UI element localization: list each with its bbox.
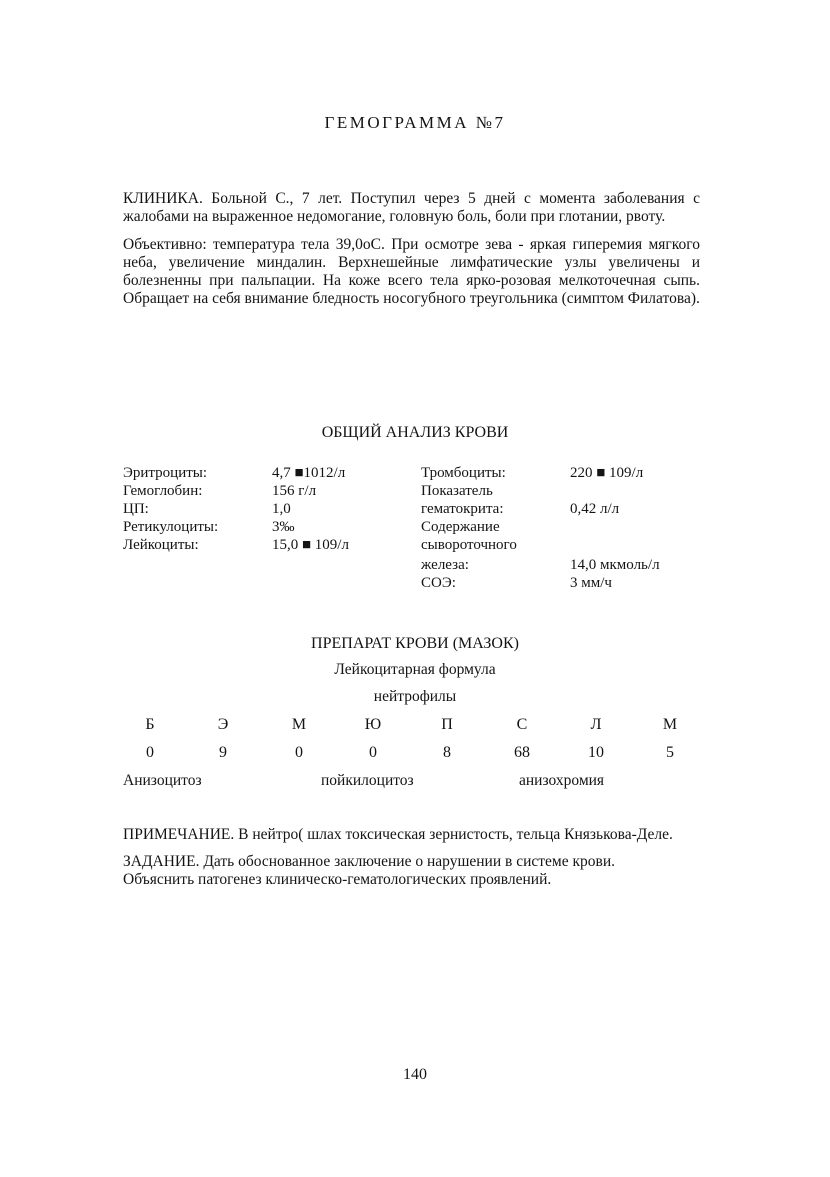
header-segmented: С (516, 716, 528, 733)
color-index-label: ЦП: (123, 501, 149, 517)
task-line-1: ЗАДАНИЕ. Дать обоснованное заключение о нарушении в системе крови. (123, 853, 616, 870)
value-basophils: 0 (146, 744, 154, 761)
value-myelocytes: 0 (295, 744, 303, 761)
hemoglobin-value: 156 г/л (272, 483, 317, 499)
value-segmented: 68 (514, 744, 530, 761)
header-band: П (441, 716, 453, 733)
task-line-2: Объяснить патогенез клиническо-гематологических проявлений. (123, 871, 552, 888)
page-title: ГЕМОГРАММА №7 (324, 113, 506, 132)
esr-label: СОЭ: (421, 575, 456, 591)
clinic-paragraph: КЛИНИКА. Больной С., 7 лет. Поступил через 5 дней с момента заболевания с жалобами на выраженное недомогание, головную боль, боли при глотании, рвоту. (123, 190, 700, 225)
smear-title: ПРЕПАРАТ КРОВИ (МАЗОК) (311, 635, 519, 652)
serum-iron-label-line2: сывороточного (421, 537, 517, 553)
serum-iron-label-line1: Содержание (421, 519, 500, 535)
leukocytes-label: Лейкоциты: (123, 537, 199, 553)
header-eosinophils: Э (217, 716, 229, 733)
value-eosinophils: 9 (219, 744, 227, 761)
anisochromia: анизохромия (519, 772, 605, 789)
hematocrit-value: 0,42 л/л (570, 501, 620, 517)
esr-value: 3 мм/ч (570, 575, 612, 591)
leukocytes-value: 15,0 ■ 109/л (272, 537, 349, 553)
value-band: 8 (443, 744, 451, 761)
rbc-value: 4,7 ■1012/л (272, 465, 346, 481)
platelets-label: Тромбоциты: (421, 465, 506, 481)
blood-analysis-title: ОБЩИЙ АНАЛИЗ КРОВИ (321, 424, 509, 441)
value-monocytes: 5 (666, 744, 674, 761)
objective-paragraph: Объективно: температура тела 39,0оС. При осмотре зева - яркая гиперемия мягкого неба, увеличение миндалин. Верхнешейные лимфатические узлы увеличены и болезненны при пальпации. На коже всего тела ярко-розовая мелкоточечная сыпь. Обращает на себя внимание бледность носогубного треугольника (симптом Филатова). (123, 236, 700, 307)
poikilocytosis: пойкилоцитоз (321, 772, 414, 789)
header-monocytes: М (662, 716, 678, 733)
hematocrit-label-line1: Показатель (421, 483, 493, 499)
color-index-value: 1,0 (272, 501, 291, 517)
value-lymphocytes: 10 (588, 744, 604, 761)
platelets-value: 220 ■ 109/л (570, 465, 644, 481)
reticulocytes-label: Ретикулоциты: (123, 519, 219, 535)
hemoglobin-label: Гемоглобин: (123, 483, 203, 499)
serum-iron-value: 14,0 мкмоль/л (570, 557, 660, 573)
rbc-label: Эритроциты: (123, 465, 208, 481)
serum-iron-label-line3: железа: (421, 557, 469, 573)
reticulocytes-value: 3‰ (272, 519, 295, 535)
header-myelocytes: М (291, 716, 307, 733)
neutrophils-label: нейтрофилы (373, 688, 457, 705)
hematocrit-label-line2: гематокрита: (421, 501, 504, 517)
header-lymphocytes: Л (590, 716, 602, 733)
anisocytosis: Анизоцитоз (123, 772, 202, 789)
note: ПРИМЕЧАНИЕ. В нейтро( шлах токсическая зернистость, тельца Князькова-Деле. (123, 826, 673, 843)
header-metamyelocytes: Ю (364, 716, 382, 733)
leukocyte-formula-title: Лейкоцитарная формула (334, 661, 496, 678)
page-number: 140 (403, 1066, 427, 1083)
value-metamyelocytes: 0 (369, 744, 377, 761)
header-basophils: Б (145, 716, 155, 733)
